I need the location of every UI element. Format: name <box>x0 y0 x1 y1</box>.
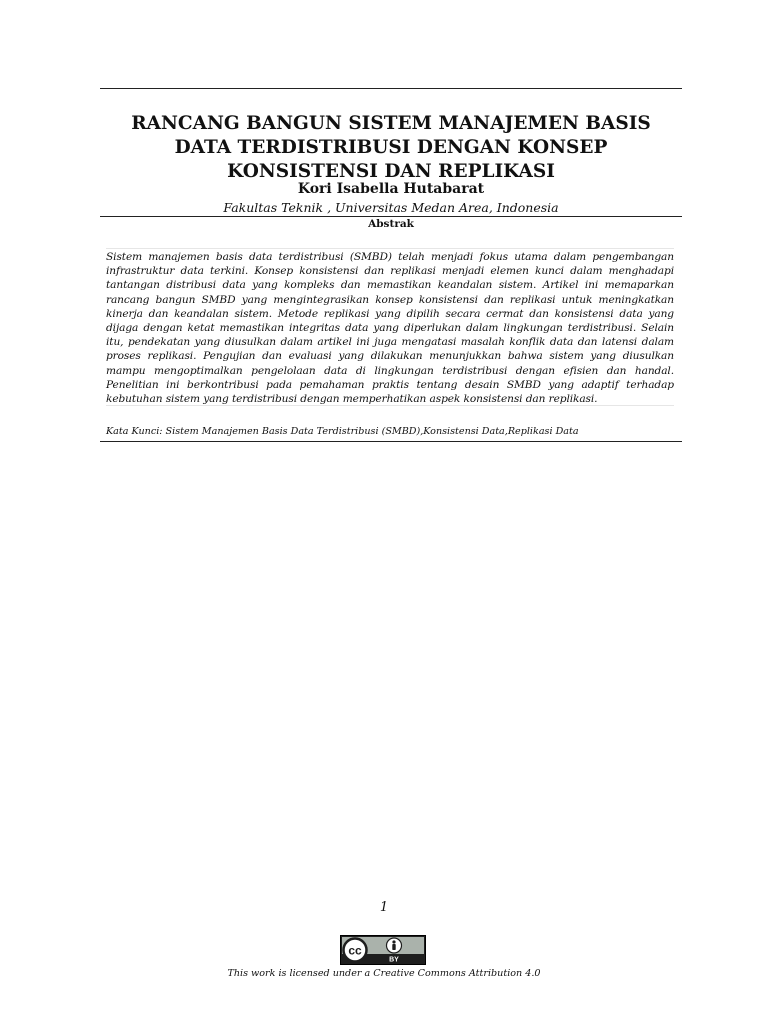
creative-commons-by-icon <box>340 935 426 965</box>
author-name: Kori Isabella Hutabarat <box>297 181 485 197</box>
by-label: BY <box>389 956 399 964</box>
abstract-box <box>106 248 674 406</box>
abstract-bottom-rule <box>100 441 682 442</box>
page-number: 1 <box>379 900 389 915</box>
paper-title: RANCANG BANGUN SISTEM MANAJEMEN BASIS DATA TERDISTRIBUSI DENGAN KONSEP KONSISTENSI DAN REPLIKASI <box>131 113 651 182</box>
abstract-heading: Abstrak <box>368 218 414 230</box>
cc-label: cc <box>348 943 362 958</box>
author-affiliation: Fakultas Teknik , Universitas Medan Area, Indonesia <box>223 200 559 215</box>
keywords: Kata Kunci: Sistem Manajemen Basis Data Terdistribusi (SMBD),Konsistensi Data,Replikasi Data <box>106 426 579 437</box>
header-top-rule <box>100 88 682 89</box>
abstract-text: Sistem manajemen basis data terdistribusi (SMBD) telah menjadi fokus utama dalam pengembangan infrastruktur data terkini. Konsep konsistensi dan replikasi menjadi elemen kunci dalam menghadapi tantangan distribusi data yang kompleks dan memastikan keandalan sistem. Artikel ini memaparkan rancang bangun SMBD yang mengintegrasikan konsep konsistensi dan replikasi untuk meningkatkan kinerja dan keandalan sistem. Metode replikasi yang dipilih secara cermat dan konsistensi data yang dijaga dengan ketat memastikan integritas data yang diperlukan dalam lingkungan terdistribusi. Selain itu, pendekatan yang diusulkan dalam artikel ini juga mengatasi masalah konflik data dan latensi dalam proses replikasi. Pengujian dan evaluasi yang dilakukan menunjukkan bahwa sistem yang diusulkan mampu mengoptimalkan pengelolaan data di lingkungan terdistribusi dengan efisien dan handal. Penelitian ini berkontribusi pada pemahaman praktis tentang desain SMBD yang adaptif terhadap kebutuhan sistem yang terdistribusi dengan memperhatikan aspek konsistensi dan replikasi. <box>106 251 674 406</box>
license-text: This work is licensed under a Creative Commons Attribution 4.0 <box>227 968 541 979</box>
